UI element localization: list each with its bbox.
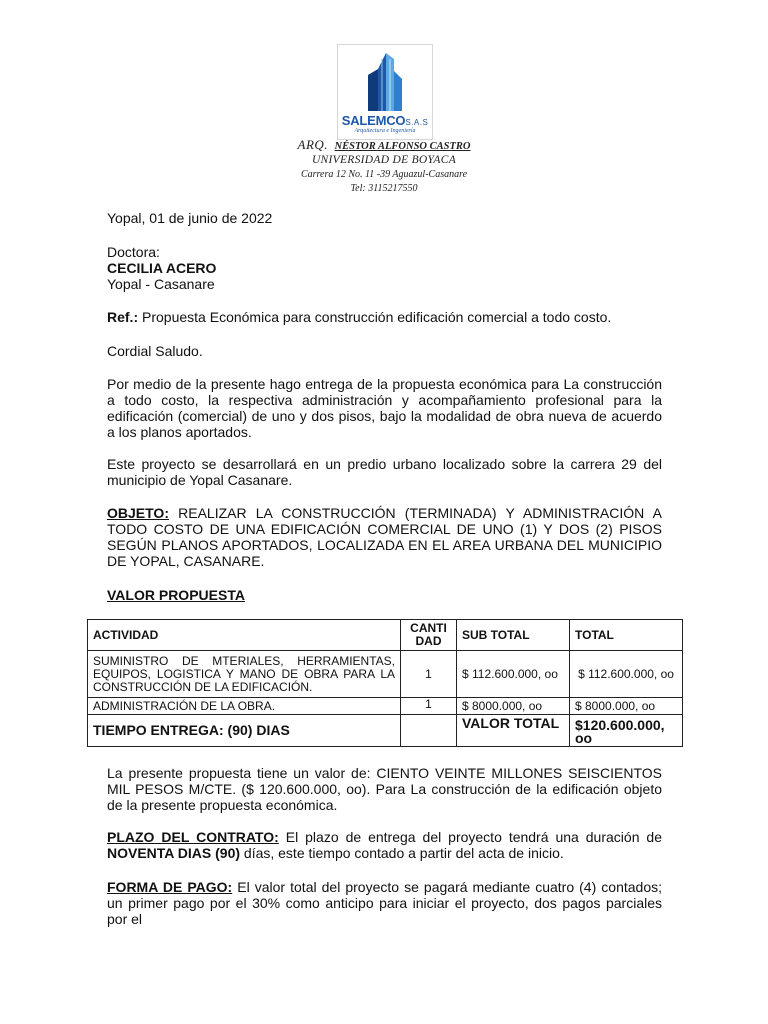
header-actividad: ACTIVIDAD — [88, 620, 401, 651]
cell-subtotal: $ 8000.000, oo — [457, 698, 570, 715]
delivery-time: TIEMPO ENTREGA: (90) DIAS — [88, 715, 401, 747]
plazo-paragraph: PLAZO DEL CONTRATO: El plazo de entrega del proyecto tendrá una duración de NOVENTA DIAS (90) días, este tiempo contado a partir del acta de inicio. — [107, 829, 662, 861]
salutation-title: Doctora: — [107, 244, 160, 260]
table-row — [88, 698, 683, 715]
cell-cantidad: 1 — [401, 651, 457, 698]
header-cantidad: CANTI DAD — [401, 620, 457, 651]
location-paragraph: Este proyecto se desarrollará en un predio urbano localizado sobre la carrera 29 del municipio de Yopal Casanare. — [107, 456, 662, 488]
company-logo — [337, 44, 433, 140]
architect-name: NÉSTOR ALFONSO CASTRO — [334, 141, 471, 152]
reference-line: Ref.: Propuesta Económica para construcción edificación comercial a todo costo. — [107, 309, 612, 325]
recipient-name: CECILIA ACERO — [107, 260, 217, 276]
value-paragraph: La presente propuesta tiene un valor de: CIENTO VEINTE MILLONES SEISCIENTOS MIL PESOS M/CTE. ($ 120.600.000, oo). Para La construcción de la edificación objeto de la presente propuesta económica. — [107, 765, 662, 813]
pago-paragraph: FORMA DE PAGO: El valor total del proyecto se pagará mediante cuatro (4) contados; un primer pago por el 30% como anticipo para iniciar el proyecto, dos pagos parciales por el — [107, 879, 663, 927]
phone-line: Tel: 3115217550 — [350, 183, 418, 194]
cell-actividad: SUMINISTRO DE MTERIALES, HERRAMIENTAS, EQUIPOS, LOGISTICA Y MANO DE OBRA PARA LA CONSTRUCCIÓN DE LA EDIFICACIÓN. — [88, 651, 401, 698]
header-subtotal: SUB TOTAL — [457, 620, 570, 651]
greeting: Cordial Saludo. — [107, 343, 203, 359]
table-header-row — [88, 620, 683, 651]
header-total: TOTAL — [570, 620, 683, 651]
cell-total: $ 112.600.000, oo — [570, 651, 683, 698]
valor-heading: VALOR PROPUESTA — [107, 587, 245, 603]
cell-subtotal: $ 112.600.000, oo — [457, 651, 570, 698]
table-row — [88, 651, 683, 698]
architect-line: ARQ. NÉSTOR ALFONSO CASTRO — [297, 137, 471, 152]
logo-tagline: Arquitectura e Ingeniería — [354, 128, 416, 134]
valor-total-amount: $120.600.000, oo — [570, 715, 683, 747]
logo-name: SALEMCOS.A.S — [341, 113, 429, 128]
cell-empty — [401, 715, 457, 747]
date-line: Yopal, 01 de junio de 2022 — [107, 210, 273, 226]
proposal-table — [87, 619, 683, 747]
university-line: UNIVERSIDAD DE BOYACA — [311, 154, 457, 166]
objeto-paragraph: OBJETO: REALIZAR LA CONSTRUCCIÓN (TERMINADA) Y ADMINISTRACIÓN A TODO COSTO DE UNA EDIFICACIÓN COMERCIAL DE UNO (1) Y DOS (2) PISOS SEGÚN PLANOS APORTADOS, LOCALIZADA EN EL AREA URBANA DEL MUNICIPIO DE YOPAL, CASANARE. — [107, 505, 662, 569]
valor-total-label: VALOR TOTAL — [457, 715, 570, 747]
table-total-row — [88, 715, 683, 747]
address-line: Carrera 12 No. 11 -39 Aguazul-Casanare — [300, 169, 468, 180]
cell-total: $ 8000.000, oo — [570, 698, 683, 715]
cell-actividad: ADMINISTRACIÓN DE LA OBRA. — [88, 698, 401, 715]
intro-paragraph: Por medio de la presente hago entrega de la propuesta económica para La construcción a todo costo, la respectiva administración y acompañamiento profesional para la edificación (comercial) de uno y dos pisos, bajo la modalidad de obra nueva de acuerdo a los planos aportados. — [107, 376, 662, 440]
recipient-city: Yopal - Casanare — [107, 276, 215, 292]
cell-cantidad: 1 — [401, 698, 457, 715]
